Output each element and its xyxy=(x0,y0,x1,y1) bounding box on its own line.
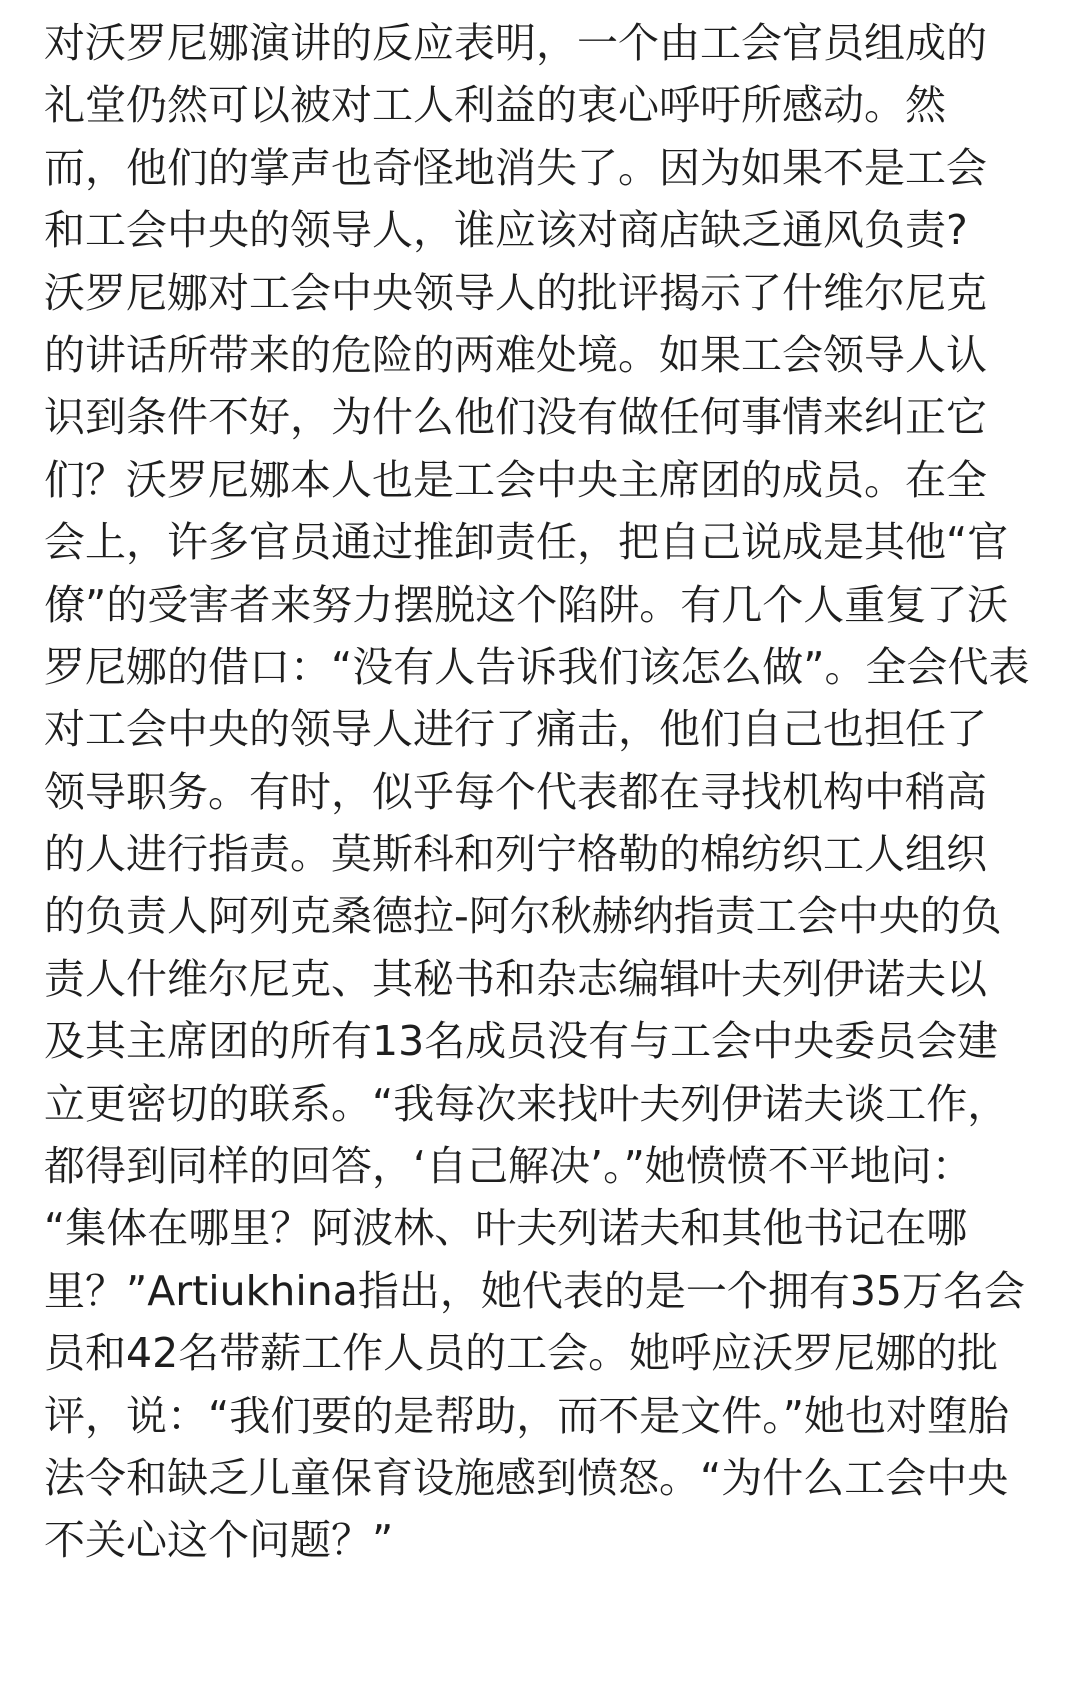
text-line: 都得到同样的回答，‘自己解决’。”她愤愤不平地问： xyxy=(44,1142,973,1191)
text-line: 礼堂仍然可以被对工人利益的衷心呼吁所感动。然 xyxy=(44,81,946,130)
article-body xyxy=(44,12,1044,1572)
text-line: 而，他们的掌声也奇怪地消失了。因为如果不是工会 xyxy=(44,143,987,192)
text-line: 和工会中央的领导人，谁应该对商店缺乏通风负责? xyxy=(44,206,968,255)
text-line: 责人什维尔尼克、其秘书和杂志编辑叶夫列伊诺夫以 xyxy=(44,954,987,1003)
text-line: 不关心这个问题？” xyxy=(44,1516,394,1565)
text-line: 对工会中央的领导人进行了痛击，他们自己也担任了 xyxy=(44,705,987,754)
text-line: 的负责人阿列克桑德拉-阿尔秋赫纳指责工会中央的负 xyxy=(44,892,1002,941)
text-line: 法令和缺乏儿童保育设施感到愤怒。“为什么工会中央 xyxy=(44,1453,1009,1502)
text-line: 的讲话所带来的危险的两难处境。如果工会领导人认 xyxy=(44,330,987,379)
text-line: 的人进行指责。莫斯科和列宁格勒的棉纺织工人组织 xyxy=(44,830,987,879)
text-line: 识到条件不好，为什么他们没有做任何事情来纠正它 xyxy=(44,393,987,442)
text-line: 僚”的受害者来努力摆脱这个陷阱。有几个人重复了沃 xyxy=(44,580,1009,629)
text-line: 会上，许多官员通过推卸责任，把自己说成是其他“官 xyxy=(44,518,1009,567)
text-line: 员和42名带薪工作人员的工会。她呼应沃罗尼娜的批 xyxy=(44,1329,999,1378)
text-line: 评，说：“我们要的是帮助，而不是文件。”她也对堕胎 xyxy=(44,1391,1009,1440)
text-line: 立更密切的联系。“我每次来找叶夫列伊诺夫谈工作， xyxy=(44,1079,1009,1128)
text-line: 罗尼娜的借口：“没有人告诉我们该怎么做”。全会代表 xyxy=(44,642,1030,691)
text-line: 对沃罗尼娜演讲的反应表明，一个由工会官员组成的 xyxy=(44,19,987,67)
text-line: 沃罗尼娜对工会中央领导人的批评揭示了什维尔尼克 xyxy=(44,268,987,317)
text-line: 们？沃罗尼娜本人也是工会中央主席团的成员。在全 xyxy=(44,455,987,504)
text-line: 及其主席团的所有13名成员没有与工会中央委员会建 xyxy=(44,1017,999,1066)
text-line: 领导职务。有时，似乎每个代表都在寻找机构中稍高 xyxy=(44,767,987,816)
text-line: 里？”Artiukhina指出，她代表的是一个拥有35万名会 xyxy=(44,1266,1025,1315)
text-line: “集体在哪里？阿波林、叶夫列诺夫和其他书记在哪 xyxy=(44,1204,968,1253)
